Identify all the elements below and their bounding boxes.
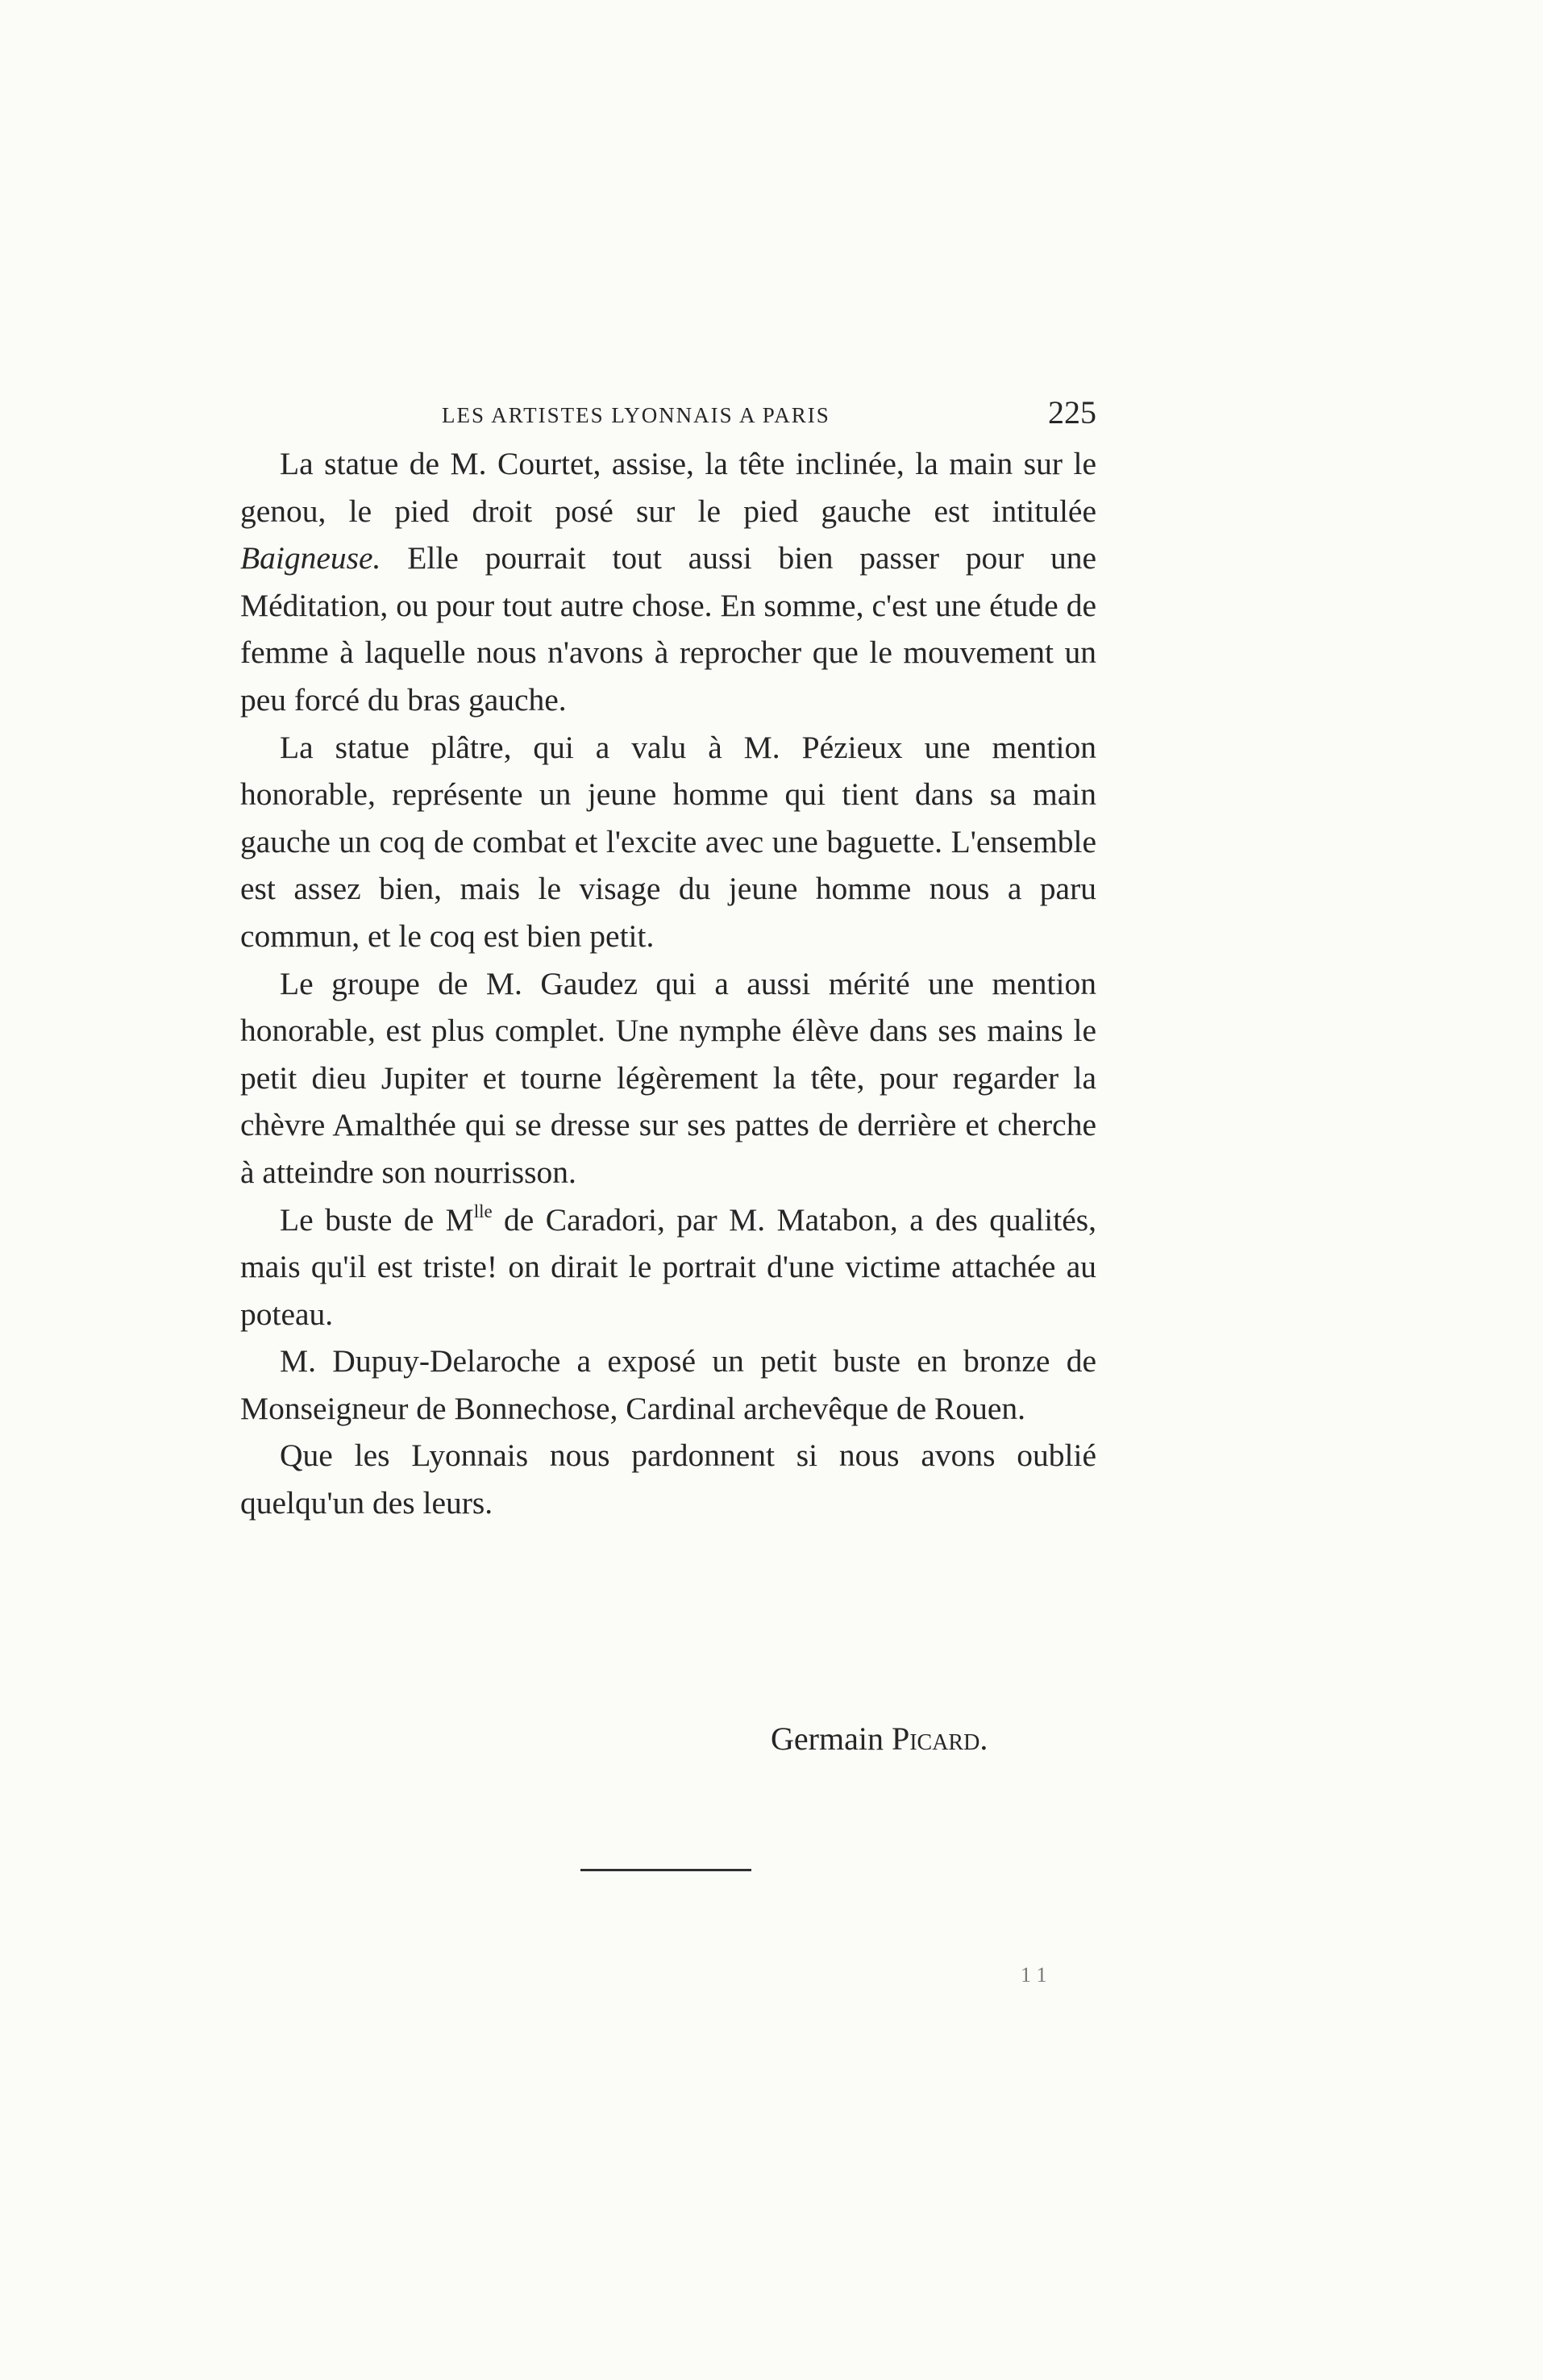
author-signature: Germain Picard. [771,1721,988,1757]
margin-mark: 1 1 [1021,1963,1047,1987]
superscript-lle: lle [473,1200,493,1221]
page-number: 225 [1048,394,1096,431]
running-head: LES ARTISTES LYONNAIS A PARIS [442,403,830,427]
paragraph-caradori: Le buste de $M^{lle}$ de Caradori, par M. Matabon, a des qualités, mais qu'il est triste! on dirait le portrait d'une victime attachée au poteau. [240,1200,1096,1332]
author-surname: Picard [891,1721,980,1757]
paragraph-dupuy-delaroche: M. Dupuy-Delaroche a exposé un petit buste en bronze de Monseigneur de Bonnechose, Cardinal archevêque de Rouen. [240,1343,1096,1426]
page-header [240,393,1096,439]
paragraph-pezieux: La statue plâtre, qui a valu à M. Pézieux une mention honorable, représente un jeune homme qui tient dans sa main gauche un coq de combat et l'excite avec une baguette. L'ensemble est assez bien, mais le visage du jeune homme nous a paru commun, et le coq est bien petit. [240,729,1096,954]
italic-title: Baigneuse. [240,540,381,576]
paragraph-closing: Que les Lyonnais nous pardonnent si nous avons oublié quelqu'un des leurs. [240,1438,1096,1521]
paragraph-courtet: La statue de M. Courtet, assise, la tête inclinée, la main sur le genou, le pied droit posé sur le pied gauche est intitulée Baigneuse. Elle pourrait tout aussi bien passer pour une Méditation, ou pour tout autre chose. En somme, c'est une étude de femme à laquelle nous n'avons à reprocher que le mouvement un peu forcé du bras gauche. [240,446,1096,718]
body-text [240,440,1096,1527]
paragraph-gaudez: Le groupe de M. Gaudez qui a aussi mérité une mention honorable, est plus complet. Une nymphe élève dans ses mains le petit dieu Jupiter et tourne légèrement la tête, pour regarder la chèvre Amalthée qui se dresse sur ses pattes de derrière et cherche à atteindre son nourrisson. [240,965,1096,1190]
section-divider-rule [580,1869,751,1871]
